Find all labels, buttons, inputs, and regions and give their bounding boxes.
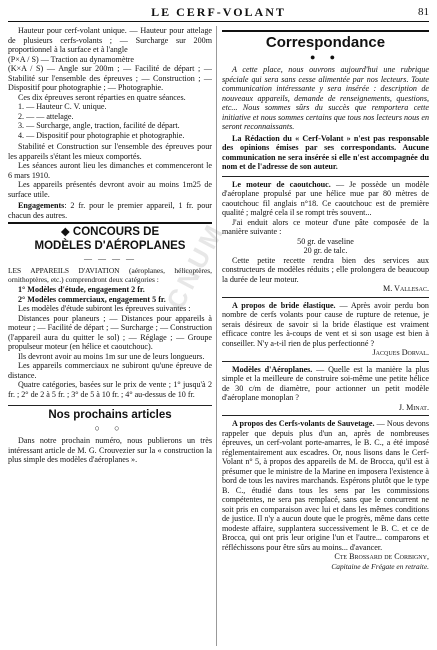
paragraph: Dans notre prochain numéro, nous publierons un très intéressant article de M. G. Crouvezier sur la « construction la plus simple des modèles d'aéroplanes ». xyxy=(8,436,212,464)
section-rule xyxy=(8,222,212,224)
signature-title: Capitaine de Frégate en retraite. xyxy=(331,561,429,571)
letter-rule xyxy=(222,297,429,298)
recipe-line: 20 gr. de talc. xyxy=(303,246,348,255)
section-title: MODÈLES D'AÉROPLANES xyxy=(34,240,186,252)
paragraph: La Rédaction du « Cerf-Volant » n'est pas responsable des opinions émises par ses correspondants. Aucune communication ne sera insérée si elle n'est accompagnée du nom et de l'adresse de son auteur. xyxy=(222,133,429,171)
paragraph: Cette petite recette rendra bien des services aux constructeurs de modèles réduits ; elle prolongera de beaucoup la durée de leur moteur. xyxy=(222,255,429,284)
journal-title: LE CERF-VOLANT xyxy=(151,5,286,19)
letter-body: — Après avoir perdu bon nombre de cerfs volants pour cause de rupture de retenue, je serais désireux de savoir si la bride élastique est vraiment efficace contre les à-coups de vent et si son usage est bien à conseiller. N'y a-t-il rien de plus perfectionné ? xyxy=(222,300,429,348)
paragraph: — Traction au dynamomètre xyxy=(40,54,134,64)
letter-title: Le moteur de caoutchouc. xyxy=(232,179,331,189)
letter xyxy=(222,180,429,218)
paragraph: J'ai enduit alors ce moteur d'une pâte composée de la manière suivante : xyxy=(222,217,429,236)
signature: Jacques Dorval. xyxy=(372,348,429,357)
paragraph: — Angle sur 200m ; — Facilité de départ ; — Stabilité sur l'ensemble des épreuves ; — Construction ; — Dispositif pour photographie ; — Photographie. xyxy=(8,64,212,92)
section-dots: ● ● xyxy=(309,52,342,62)
column-divider xyxy=(216,26,217,646)
section-dots: ○ ○ xyxy=(94,423,126,433)
paragraph: Stabilité et Construction sur l'ensemble des épreuves pour les appareils s'étant les mieux comportés. xyxy=(8,142,212,161)
letter xyxy=(222,365,429,403)
engagements-label: Engagements xyxy=(18,201,65,210)
letter-rule xyxy=(222,176,429,177)
paragraph: Hauteur pour cerf-volant unique. — Hauteur pour attelage de plusieurs cerfs-volants ; — Surcharge sur 200m proportionnel à la surface et à l'angle xyxy=(8,26,212,54)
header-rule xyxy=(8,21,429,22)
list-item: 2. — — attelage. xyxy=(18,111,74,121)
paragraph: Les modèles d'étude subiront les épreuves suivantes : xyxy=(18,304,191,313)
paragraph: Ces dix épreuves seront réparties en quatre séances. xyxy=(18,92,186,102)
recipe-line: 50 gr. de vaseline xyxy=(297,236,354,246)
list-item: 4. — Dispositif pour photographie et photographie. xyxy=(18,130,185,140)
paragraph: Les séances auront lieu les dimanches et commenceront le 6 mars 1910. xyxy=(8,161,212,180)
signature: M. Vallesac. xyxy=(383,284,429,293)
engagements-text: : 2 fr. pour le premier appareil, 1 fr. pour chacun des autres. xyxy=(8,201,212,220)
right-column xyxy=(222,26,429,646)
paragraph: Distances pour planeurs ; — Distances pour appareils à moteur ; — Facilité de départ ; — Surcharge ; — Construction (l'appareil aura du quitter le sol) ; — Réglage ; — Groupe propulseur moteur (en hélice et caoutchouc). xyxy=(8,313,212,351)
section-title: Correspondance xyxy=(265,34,386,51)
page-number: 81 xyxy=(418,6,429,18)
list-item: 3. — Surcharge, angle, traction, facilité de départ. xyxy=(18,121,180,130)
page-header xyxy=(8,4,429,22)
paragraph: A cette place, nous ouvrons aujourd'hui une rubrique spéciale qui sera sans cesse alimentée par nos lecteurs. Toute communication intéressante y sera insérée : description de nouveaux appareils, demande de renseignements, questions, etc... Nous sommes sûrs du succès que remportera cette initiative et nous sommes certains que tous nos lecteurs nous en seront reconnaissants. xyxy=(222,65,429,131)
watermark: CNUM xyxy=(160,217,231,315)
left-column xyxy=(8,26,212,646)
bullet-icon: ◆ xyxy=(60,226,73,238)
list-item: 1. — Hauteur C. V. unique. xyxy=(18,102,107,111)
paragraph: Les appareils commerciaux ne subiront qu'une épreuve de distance. xyxy=(8,361,212,380)
section-title-a: CONCOURS DE xyxy=(72,226,160,238)
category-item: 2° Modèles commerciaux, engagement 5 fr. xyxy=(18,294,166,304)
section-title: Nos prochains articles xyxy=(48,409,172,421)
letter xyxy=(222,301,429,349)
signature: J. Minat. xyxy=(398,402,429,412)
paragraph: Quatre catégories, basées sur le prix de vente ; 1° jusqu'à 2 fr. ; 2° de 2 à 5 fr. ; 3° de 5 à 10 fr. ; 4° au-dessus de 10 fr. xyxy=(8,380,212,399)
paragraph: Les appareils présentés devront avoir au moins 1m25 de surface utile. xyxy=(8,180,212,199)
paragraph: LES APPAREILS D'AVIATION (aéroplanes, hélicoptères, ornithoptères, etc.) comprendront deux catégories : xyxy=(8,266,212,284)
letter-body: — Je possède un modèle d'aéroplane propulsé par une hélice mue par 80 mètres de caoutchouc fil anglais n°18. Ce caoutchouc est de première qualité ; malgré cela il se rompt très souvent... xyxy=(222,179,429,217)
section-rule xyxy=(8,405,212,406)
category-item: 1° Modèles d'étude, engagement 2 fr. xyxy=(18,285,145,294)
letter-title: A propos de bride élastique. xyxy=(232,300,336,310)
letter-title: Modèles d'Aéroplanes. xyxy=(232,364,313,374)
letter-rule xyxy=(222,415,429,416)
letter xyxy=(222,419,429,552)
section-rule xyxy=(222,30,429,32)
formula-line: (K×A / S) — Angle sur 200m ; — Facilité de départ ; — Stabilité sur l'ensemble des épreuves ; — Construction ; — Dispositif pour photographie ; — Photographie. xyxy=(8,64,212,92)
section-separator: — — — — xyxy=(84,254,136,263)
letter-body: — Quelle est la manière la plus simple et la meilleure de construire soi-même une petite hélice de 30 c/m de diamètre, pour actionner un petit modèle d'aéroplane monoplan ? xyxy=(222,364,429,402)
section-title xyxy=(8,226,212,239)
letter-body: — Nous devons rappeler que depuis plus d'un an, après de nombreuses épreuves, un cerf-volant porte-amarres, le B. C., a été imposé réglementairement aux escadres. Or, nous lisons dans le Cerf-Volant n° 5, à propos des appareils de M. de Brocca, qu'il est à présumer que le ministre de la Marine en imposera l'existence à bord de tous les navires marchands. Espérons plutôt que le type B. C., étudié dans tous les sens par les commissions compétentes, ne sera pas remplacé, sans que le concurrent ne soit pris en comparaison avec lui et dans les mêmes conditions de justice. Il n'y a aucun doute que le progrès, même dans cette modeste affaire, supplantera successivement le B. C. et ce de Brocca, qui ont pris leur origine l'un et l'autre... comparons et réfléchissons pour être sûrs au moins... d'avancer. xyxy=(222,419,429,552)
signature: Cte Brossard de Corbigny, xyxy=(334,552,429,561)
formula-line: (P×A / S) — Traction au dynamomètre xyxy=(8,54,134,64)
paragraph xyxy=(8,201,212,220)
letter-rule xyxy=(222,361,429,362)
letter-title: A propos des Cerfs-volants de Sauvetage. xyxy=(232,419,375,428)
paragraph: Ils devront avoir au moins 1m sur une de leurs longueurs. xyxy=(18,351,205,361)
